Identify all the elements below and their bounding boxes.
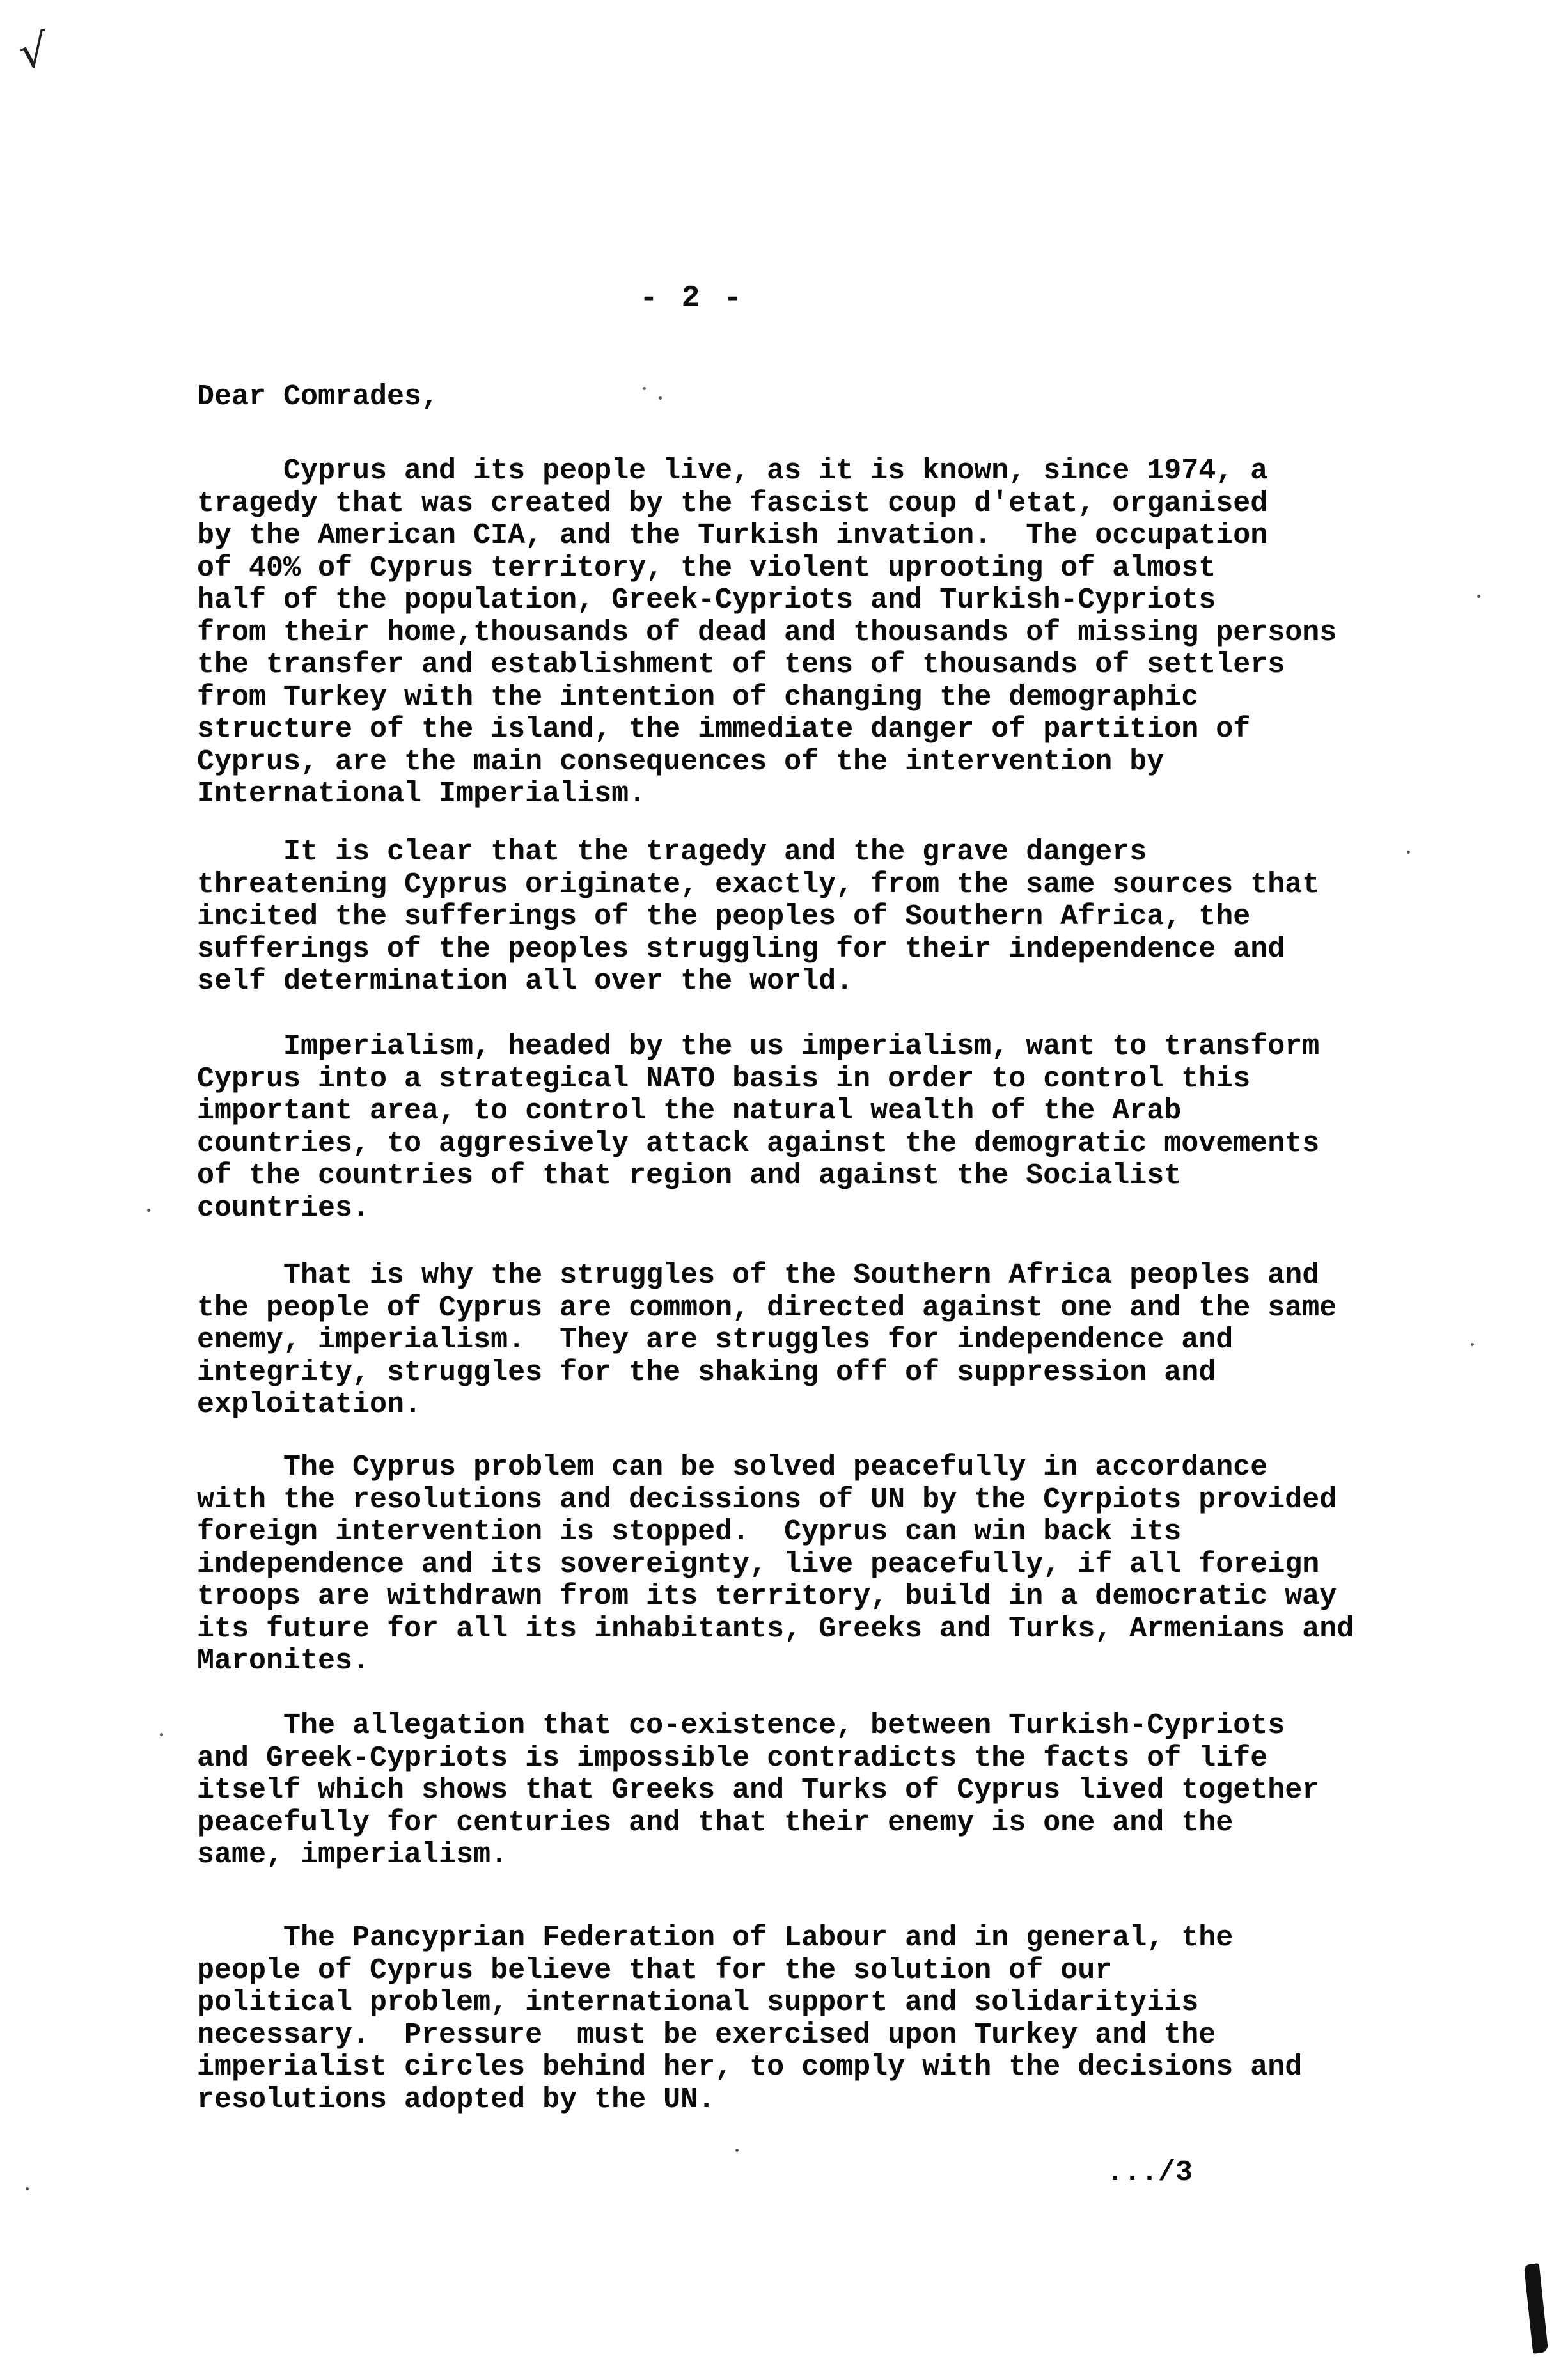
paragraph-line: countries.: [197, 1191, 370, 1225]
paragraph-line: people of Cyprus believe that for the solution of our: [197, 1954, 1113, 1987]
paragraph-line: from Turkey with the intention of changing the demographic: [197, 680, 1199, 714]
paragraph-line: Imperialism, headed by the us imperialism, want to transform: [197, 1030, 1320, 1063]
scan-speck: [160, 1733, 163, 1736]
paragraph-line: Cyprus into a strategical NATO basis in order to control this: [197, 1062, 1251, 1095]
paragraph-line: with the resolutions and decissions of UN by the Cyrpiots provided: [197, 1483, 1337, 1516]
paragraph-line: the people of Cyprus are common, directed against one and the same: [197, 1291, 1337, 1324]
scan-speck: [1477, 595, 1480, 598]
handwritten-mark: √: [15, 24, 52, 80]
paragraph: [197, 455, 1337, 811]
paragraph-line: That is why the struggles of the Southern Africa peoples and: [197, 1259, 1320, 1292]
paragraph: [197, 1031, 1319, 1225]
paragraph-line: resolutions adopted by the UN.: [197, 2083, 716, 2116]
paragraph-line: half of the population, Greek-Cypriots and Turkish-Cypriots: [197, 584, 1216, 616]
scan-speck: [26, 2187, 29, 2190]
paragraph: [197, 1710, 1319, 1872]
paragraph-line: peacefully for centuries and that their enemy is one and the: [197, 1806, 1234, 1839]
paragraph-line: same, imperialism.: [197, 1839, 508, 1871]
paragraph-line: threatening Cyprus originate, exactly, from the same sources that: [197, 868, 1320, 901]
page-number: - 2 -: [639, 281, 745, 316]
paragraph-line: exploitation.: [197, 1388, 422, 1421]
paragraph-line: Maronites.: [197, 1645, 370, 1677]
paragraph-line: structure of the island, the immediate danger of partition of: [197, 713, 1251, 746]
paragraph-line: The allegation that co-existence, between Turkish-Cypriots: [197, 1709, 1285, 1742]
paragraph-line: tragedy that was created by the fascist coup d'etat, organised: [197, 487, 1268, 520]
scan-speck: [659, 396, 662, 400]
paragraph-line: the transfer and establishment of tens of thousands of settlers: [197, 648, 1285, 681]
scan-speck: [1471, 1343, 1474, 1346]
paragraph-line: from their home,thousands of dead and thousands of missing persons: [197, 616, 1337, 649]
paragraph-line: imperialist circles behind her, to comply with the decisions and: [197, 2051, 1303, 2083]
scan-speck: [735, 2149, 739, 2152]
paragraph-line: important area, to control the natural wealth of the Arab: [197, 1095, 1182, 1127]
paragraph-line: necessary. Pressure must be exercised upon Turkey and the: [197, 2018, 1216, 2051]
salutation: Dear Comrades,: [197, 380, 439, 413]
paragraph-line: itself which shows that Greeks and Turks of Cyprus lived together: [197, 1774, 1320, 1807]
paragraph-line: self determination all over the world.: [197, 965, 854, 998]
paragraph-line: political problem, international support and solidarityiis: [197, 1986, 1199, 2019]
paragraph-line: of the countries of that region and against the Socialist: [197, 1159, 1182, 1192]
paragraph-line: by the American CIA, and the Turkish invation. The occupation: [197, 519, 1268, 552]
paragraph-line: enemy, imperialism. They are struggles for independence and: [197, 1324, 1234, 1356]
paragraph: [197, 1922, 1302, 2116]
continuation-marker: .../3: [1106, 2156, 1193, 2189]
paragraph: [197, 836, 1319, 998]
paragraph-line: independence and its sovereignty, live peacefully, if all foreign: [197, 1548, 1320, 1581]
paragraph-line: countries, to aggresively attack against the demogratic movements: [197, 1127, 1320, 1160]
scan-speck: [147, 1209, 150, 1212]
paragraph-line: The Cyprus problem can be solved peacefully in accordance: [197, 1451, 1268, 1484]
paragraph-line: of 40% of Cyprus territory, the violent uprooting of almost: [197, 551, 1216, 584]
paragraph-line: and Greek-Cypriots is impossible contradicts the facts of life: [197, 1741, 1268, 1775]
paragraph-line: incited the sufferings of the peoples of Southern Africa, the: [197, 900, 1251, 933]
paragraph-line: It is clear that the tragedy and the grave dangers: [197, 836, 1147, 868]
paragraph-line: sufferings of the peoples struggling for their independence and: [197, 932, 1285, 966]
scan-edge-mark: [1524, 2263, 1549, 2354]
paragraph-line: foreign intervention is stopped. Cyprus can win back its: [197, 1516, 1182, 1548]
paragraph-line: troops are withdrawn from its territory, build in a democratic way: [197, 1580, 1337, 1613]
paragraph-line: International Imperialism.: [197, 778, 647, 810]
paragraph-line: integrity, struggles for the shaking off of suppression and: [197, 1356, 1216, 1389]
paragraph-line: its future for all its inhabitants, Greeks and Turks, Armenians and: [197, 1612, 1354, 1645]
scan-speck: [643, 387, 646, 390]
paragraph: [197, 1260, 1337, 1422]
paragraph: [197, 1452, 1354, 1678]
paragraph-line: Cyprus and its people live, as it is known, since 1974, a: [197, 455, 1268, 487]
paragraph-line: The Pancyprian Federation of Labour and in general, the: [197, 1922, 1234, 1954]
scan-speck: [1407, 851, 1410, 854]
paragraph-line: Cyprus, are the main consequences of the intervention by: [197, 745, 1164, 778]
